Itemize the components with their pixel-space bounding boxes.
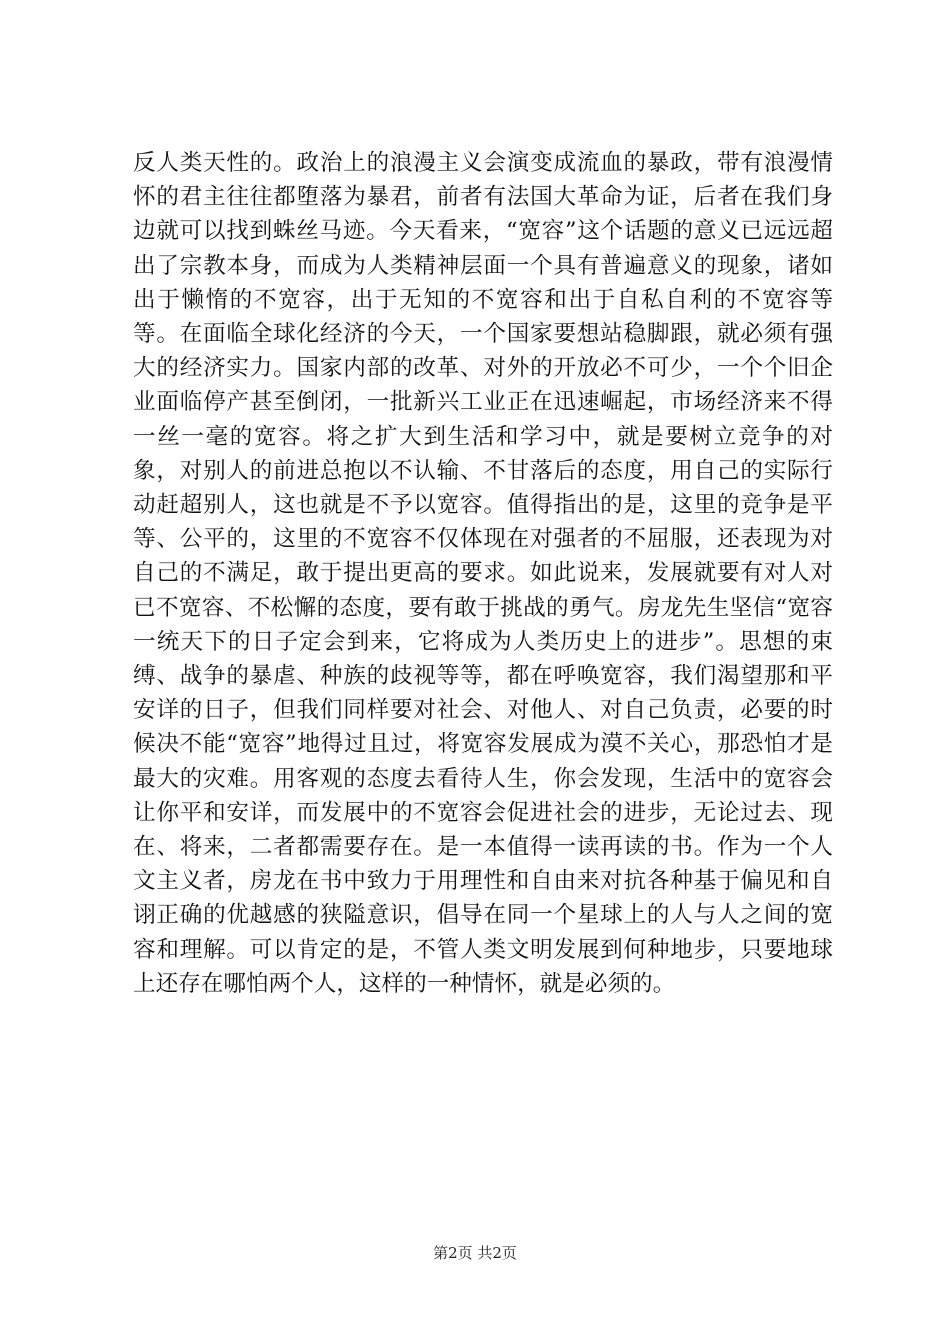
body-paragraph: 反人类天性的。政治上的浪漫主义会演变成流血的暴政，带有浪漫情怀的君主往往都堕落为暴君，前者有法国大革命为证，后者在我们身边就可以找到蛛丝马迹。今天看来，“宽容”这个话题的意义已远远超出了宗教本身，而成为人类精神层面一个具有普遍意义的现象，诸如出于懒惰的不宽容，出于无知的不宽容和出于自私自利的不宽容等等。在面临全球化经济的今天，一个国家要想站稳脚跟，就必须有强大的经济实力。国家内部的改革、对外的开放必不可少，一个个旧企业面临停产甚至倒闭，一批新兴工业正在迅速崛起，市场经济来不得一丝一毫的宽容。将之扩大到生活和学习中，就是要树立竞争的对象，对别人的前进总抱以不认输、不甘落后的态度，用自己的实际行动赶超别人，这也就是不予以宽容。值得指出的是，这里的竞争是平等、公平的，这里的不宽容不仅体现在对强者的不屈服，还表现为对自己的不满足，敢于提出更高的要求。如此说来，发展就要有对人对已不宽容、不松懈的态度，要有敢于挑战的勇气。房龙先生坚信“宽容一统天下的日子定会到来，它将成为人类历史上的进步”。思想的束缚、战争的暴虐、种族的歧视等等，都在呼唤宽容，我们渴望那和平安详的日子，但我们同样要对社会、对他人、对自己负责，必要的时候决不能“宽容”地得过且过，将宽容发展成为漠不关心，那恐怕才是最大的灾难。用客观的态度去看待人生，你会发现，生活中的宽容会让你平和安详，而发展中的不宽容会促进社会的进步，无论过去、现在、将来，二者都需要存在。是一本值得一读再读的书。作为一个人文主义者，房龙在书中致力于用理性和自由来对抗各种基于偏见和自诩正确的优越感的狭隘意识，倡导在同一个星球上的人与人之间的宽容和理解。可以肯定的是，不管人类文明发展到何种地步，只要地球上还存在哪怕两个人，这样的一种情怀，就是必须的。 bbox=[133, 150, 833, 997]
page-footer: 第2页 共2页 bbox=[433, 1244, 517, 1262]
